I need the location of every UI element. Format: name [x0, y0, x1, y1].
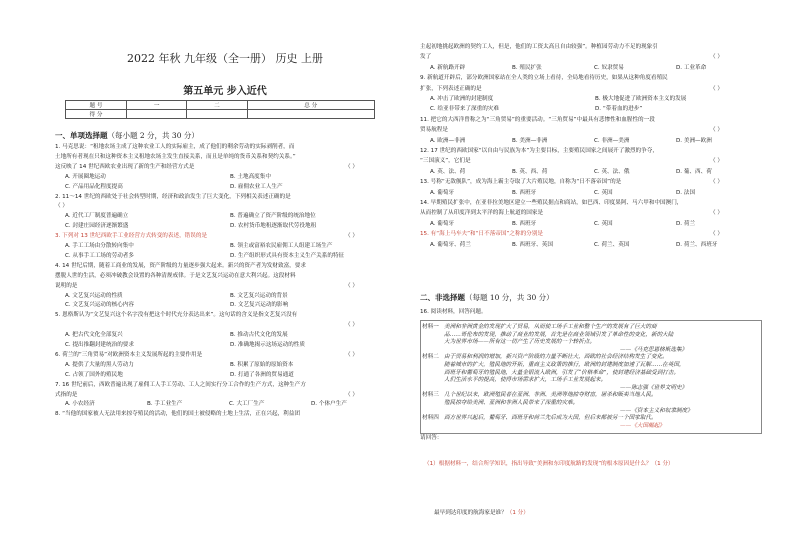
sub-question	[424, 461, 674, 469]
option: A. 冲击了欧洲的封建制度	[430, 96, 494, 102]
option: D. 个体户生产	[311, 401, 347, 408]
score-cell: 得 分	[66, 110, 127, 119]
option: C. 英、法、俄	[594, 168, 630, 175]
option: C. 占领了国外的殖民地	[65, 371, 123, 378]
question-stem-line: 8. “当他的国家被人无法用来掠夺殖民的活动，他们的国土被侵略的土地上生活，正在兴起，利益团	[55, 411, 300, 418]
score-table-value-row	[66, 110, 375, 119]
score-cell: 题 号	[66, 101, 127, 110]
option: C. 英国	[594, 220, 613, 227]
question-stem-line: 土地所有者现在只和这种资本主义租地农场主发生直接关系，而且是单纯的货币关系和契约关系。”	[55, 153, 296, 160]
answer-paren: （ ）	[345, 282, 358, 289]
option: D. 法国	[676, 189, 696, 196]
material-label: 材料三	[422, 392, 439, 399]
score-cell[interactable]	[127, 110, 187, 119]
section-note: （每题 10 分，共 30 分）	[465, 293, 554, 302]
page-title: 2022 年秋 九年级（全一册） 历史 上册	[127, 52, 323, 65]
question-stem-line: 14. 早期殖民扩张中，在亚非拉美地区建立一些殖民据点和商站，如巴西、印度果阿、马六甲和中国澳门，	[420, 200, 683, 206]
option: B. 普遍确立了资产阶级的统治地位	[230, 213, 316, 220]
option: C. 非洲—美洲	[594, 137, 630, 144]
option: A. 小农经济	[65, 401, 95, 408]
question-stem-line: 3. 下列对 13 世纪西欧手工业经营方式转变的表述，错误的是	[55, 233, 208, 240]
option: B. 土地高度集中	[230, 173, 271, 180]
option: D. 雇佣农业工人生产	[230, 183, 283, 190]
question-stem-line: 11. 把它的大西洋曾称之为“三角贸易”的重要活动。“三角贸易”中最具有悲惨性和血腥性的一段	[420, 116, 655, 123]
option: B. 英、西、荷	[512, 168, 548, 175]
question-stem-line: 4. 14 世纪后期，随着工商业的发展，资产阶级的力量逐步强大起来。新兴的资产者为发财致富，要求	[55, 262, 306, 269]
material-label: 材料二	[422, 354, 439, 361]
answer-paren: （ ）	[345, 322, 358, 329]
section-heading	[420, 292, 554, 303]
option: D. 美洲—欧洲	[676, 137, 712, 144]
option: A. 手工工场由分散转向集中	[65, 243, 134, 249]
question-stem-line: 5. 恩格斯认为“文艺复兴这个名字没有把这个时代充分表达出来”。这句话的含义是指文艺复兴没有	[55, 312, 298, 319]
option: B. 西班牙	[512, 220, 537, 227]
answer-paren: （ ）	[710, 231, 723, 238]
material-citation: ——陈志强《世界文明史》	[620, 384, 688, 391]
question-stem-line: 主起初地挑起欧洲的契约工人，但是，他们的工资太高且自由较强”。种植园劳动力不足的现象引	[420, 44, 658, 50]
option: A. 新航路开辟	[430, 64, 466, 71]
question-stem-line: 12. 17 世纪的西欧国家“以自由与民族为本”为主要目标，主要殖民国家之间展开了激烈的争夺，	[420, 148, 658, 154]
option: B. 美洲—非洲	[512, 137, 548, 144]
option: B. 文艺复兴运动的背景	[230, 292, 288, 299]
option: B. 推动古代文化的发展	[230, 332, 288, 339]
score-cell: 二	[187, 101, 247, 110]
question-stem-line: 1. 马克思说：“租地农场主成了这种农业工人的实际雇主，成了他们的剩余劳动的实际剥削者，而	[55, 144, 295, 150]
option: A. 把古代文化全部复兴	[65, 332, 123, 339]
option: D. 生产组织形式具有资本主义生产关系的特征	[230, 252, 345, 259]
section-title: 二、非选择题	[420, 293, 465, 302]
option: C. 文艺复兴运动的核心内容	[65, 302, 134, 309]
material-line: 西班牙和葡萄牙的殖民地，大量金银流入欧洲，引发了“价格革命”，使封建经济基础受到打击。	[444, 369, 680, 376]
option: A. 葡萄牙	[430, 189, 455, 196]
question-stem-line: 9. 新航道开辟后，部分欧洲国家站在全人类的立场上看待，全局地看待历史，如果从这种角度看殖民	[420, 75, 668, 82]
question-stem-line: 式指的是	[55, 391, 78, 398]
option: D. “带着血的进步”	[595, 106, 643, 113]
score-cell[interactable]	[187, 110, 247, 119]
section-title: 一、单项选择题	[55, 131, 108, 140]
material-line: 几个世纪以来，欧洲殖民者在亚洲、非洲、美洲等地掠夺财富，屠杀和贩卖当地人民。	[444, 392, 657, 399]
material-line: 大为世界市场——所有这一切产生了历史发展的一个转折点。	[444, 339, 596, 346]
question-stem-line: 7. 16 世纪前后，西欧普遍出现了雇佣工人手工劳动、工人之间实行分工合作的生产方式，这种生产方	[55, 381, 306, 388]
answer-paren: （ ）	[710, 127, 723, 134]
unit-title: 第五单元 步入近代	[183, 86, 267, 97]
option: C. 荷兰、英国	[594, 241, 630, 248]
option: A. 开展圈地运动	[65, 173, 106, 180]
option: D. 工业革命	[676, 64, 707, 71]
question-stem-line: 贸易航程是	[420, 127, 448, 134]
option: C. 大工厂生产	[229, 401, 265, 408]
option: C. 封建庄园经济逐渐繁盛	[65, 223, 129, 230]
material-line: 随着城市的扩大，殖民地的开拓，重商主义政策的推行，欧洲的封建制度加速了瓦解……在英国，	[444, 362, 685, 368]
answer-paren: （ ）	[345, 233, 358, 240]
option: C. 产品用品化程度提高	[65, 183, 123, 190]
option: D. 文艺复兴运动的影响	[230, 302, 289, 309]
answer-paren: （ ）	[710, 179, 723, 186]
option: C. 奴隶贸易	[594, 64, 624, 71]
material-label: 材料四	[422, 415, 439, 422]
option: C. 给亚非带来了深重的灾难	[430, 106, 499, 113]
sub-question-score: （1 分）	[506, 510, 529, 516]
option: A. 葡萄牙、荷兰	[430, 241, 471, 248]
option: B. 手工业生产	[147, 401, 183, 408]
material-line: 美洲和非洲黄金的发现扩大了贸易，从而使工场手工业和整个生产的发展有了巨大的商	[444, 324, 657, 330]
option: D. 葡、西、荷	[676, 168, 712, 175]
option: D. 荷兰、西班牙	[676, 241, 718, 248]
question-stem-line: 从而控制了从印度洋到太平洋的海上航道的国家是	[420, 210, 544, 217]
option: B. 西班牙	[512, 189, 537, 196]
section-note: （每小题 2 分，共 30 分）	[107, 131, 199, 140]
question-stem-line: 摆脱人世的生活，必须冲破教会设置的各种清规戒律。于是文艺复兴运动在意大利兴起。这段材料	[55, 272, 296, 279]
ask-label: 请回答：	[420, 435, 443, 441]
answer-paren: （ ）	[345, 351, 358, 358]
question-16-stem: 16. 阅读材料，回答问题。	[420, 309, 487, 315]
option: A. 文艺复兴运动的性质	[65, 292, 123, 299]
question-stem-line: 这反映了 14 世纪西欧农业出现了新的生产和经营方式是	[55, 163, 195, 170]
option: B. 积累了原始的原始资本	[230, 361, 294, 368]
question-stem-line: 13. 号称“无敌舰队”，成为海上霸主夺取了大片殖民地，自称为“日不落帝国”的是	[420, 179, 622, 186]
sub-question-text: （1）根据材料一，结合所学知识，指出导致“美洲和东印度航路的发现”的根本原因是什么？	[424, 461, 652, 467]
option: A. 英、法、荷	[430, 168, 466, 175]
material-line: 西方世界兴起后，葡萄牙、西班牙和荷兰先后成为大国，但后来都被另一个国家取代。	[444, 415, 657, 422]
score-cell: 一	[127, 101, 187, 110]
answer-paren: （ ）	[710, 85, 723, 92]
option: B. 领主或富裕农民雇佣工人组建工场生产	[230, 243, 333, 249]
option: A. 近代工厂制度普遍确立	[65, 213, 129, 220]
score-cell: 总 分	[247, 101, 374, 110]
score-cell[interactable]	[247, 110, 374, 119]
score-table-header-row	[66, 101, 375, 110]
material-citation: ——《大国崛起》	[620, 422, 665, 429]
option: B. 西班牙、英国	[512, 241, 553, 248]
material-citation: ——《马克思恩格斯选集》	[620, 346, 688, 353]
question-stem-line: 扩张，下列表述正确的是	[420, 85, 482, 92]
material-line: 品……哥伦布的发现，推动了商业的发展，首先是在商业领域引发了革命性的变化，新的大陆	[444, 331, 674, 338]
answer-paren: （ ）	[345, 391, 358, 398]
material-line: 殖民掠夺给美洲、亚洲和非洲人民带来了深重的灾难。	[444, 400, 579, 406]
option: A. 葡萄牙	[430, 220, 455, 227]
option: D. 荷兰	[676, 220, 696, 227]
option: A. 提供了大量的黑人劳动力	[65, 361, 134, 368]
option: B. 殖民扩张	[512, 64, 542, 71]
score-table	[65, 100, 375, 119]
option: C. 英国	[594, 189, 613, 196]
question-stem-line: 6. 荷兰的“三角贸易”对欧洲资本主义发展所起的主要作用是	[55, 351, 203, 358]
question-stem-line: （ ）	[55, 203, 68, 210]
sub-question-text: 最早到达印度的航海家是谁？	[434, 510, 507, 516]
sub-question	[434, 510, 529, 518]
answer-paren: （ ）	[345, 163, 358, 170]
material-citation: ——《资本主义和奴隶制度》	[620, 407, 693, 414]
option: C. 提出推翻封建统治的要求	[65, 342, 134, 348]
section-heading	[55, 130, 199, 141]
answer-paren: （ ）	[710, 158, 723, 165]
option: C. 从事手工工场的劳动者多	[65, 252, 134, 259]
question-stem-line: 15. 有“海上马车夫”和“日不落帝国”之称的分别是	[420, 231, 543, 238]
material-label: 材料一	[422, 324, 439, 330]
option: B. 极大地促进了欧洲资本主义的发展	[595, 96, 687, 102]
material-line: 人们生活水平的提高，使得市场需求扩大，工场手工业发展起来。	[444, 377, 607, 384]
question-stem-line: 发了	[420, 54, 432, 61]
option: D. 准确地揭示这场运动的性质	[230, 342, 305, 348]
question-stem-line: 2. 11～14 世纪的西欧处于社会转型时期，经济和政治发生了巨大变化，下列相关表述正确的是	[55, 193, 291, 200]
material-line: 由于贸易和利润的增加，新兴资产阶级的力量不断壮大，西欧的社会经济结构发生了变化。	[444, 354, 668, 361]
question-stem-line: 说明的是	[55, 282, 78, 289]
sub-question-score: （1 分）	[651, 461, 674, 467]
option: D. 打通了各洲的贸易通道	[230, 371, 294, 378]
answer-paren: （ ）	[710, 54, 723, 61]
option: A. 欧洲—非洲	[430, 137, 466, 144]
question-stem-line: “三国演义”，它们是	[420, 158, 471, 165]
answer-paren: （ ）	[710, 210, 723, 217]
option: D. 农村货币地租逐渐取代劳役地租	[230, 223, 317, 230]
